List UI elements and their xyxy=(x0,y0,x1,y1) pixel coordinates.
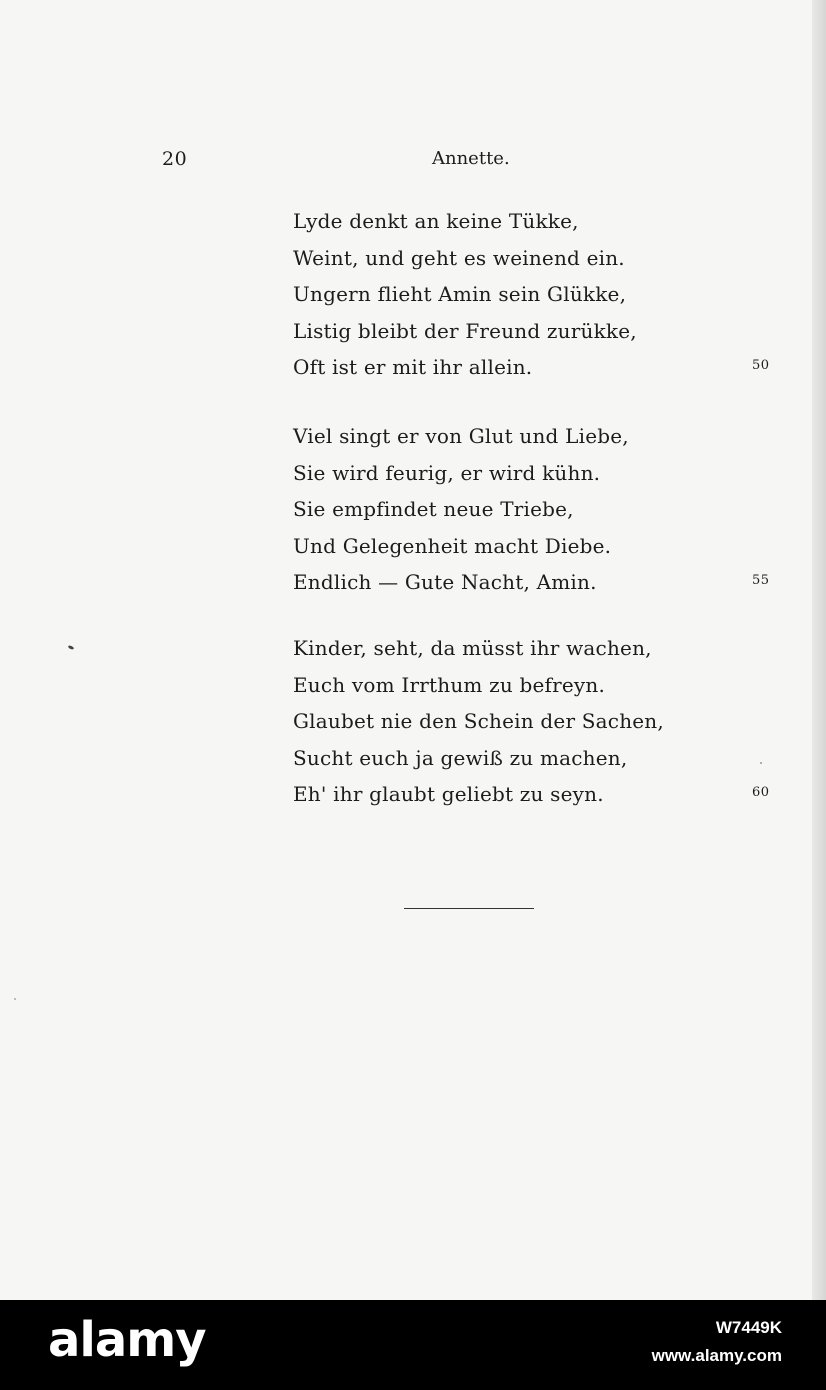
verse-line: Oft ist er mit ihr allein. xyxy=(293,355,533,379)
verse-line: Endlich — Gute Nacht, Amin. xyxy=(293,570,597,594)
running-title: Annette. xyxy=(432,148,510,169)
verse-line: Listig bleibt der Freund zurükke, xyxy=(293,318,637,343)
verse-line: Ungern flieht Amin sein Glükke, xyxy=(293,282,627,306)
verse-line: Lyde denkt an keine Tükke, xyxy=(293,209,579,233)
verse-line: Sie wird feurig, er wird kühn. xyxy=(293,460,601,485)
stanza-1 xyxy=(293,203,637,386)
watermark-image-id: W7449K xyxy=(715,1318,782,1337)
page-edge-shadow xyxy=(812,0,826,1300)
verse-line: Sucht euch ja gewiß zu machen, xyxy=(293,745,628,770)
verse-line: Glaubet nie den Schein der Sachen, xyxy=(293,709,664,733)
verse-line: Und Gelegenheit macht Diebe. xyxy=(293,533,612,558)
verse-line: Euch vom Irrthum zu befreyn. xyxy=(293,672,606,697)
verse-line: Sie empfindet neue Triebe, xyxy=(293,497,574,521)
stanza-2 xyxy=(293,418,629,601)
line-number-marker: 60 xyxy=(752,785,770,800)
ink-speck xyxy=(760,762,762,764)
page-number: 20 xyxy=(162,148,188,170)
stanza-3 xyxy=(293,630,664,813)
end-rule-divider xyxy=(404,908,534,909)
line-number-marker: 55 xyxy=(752,573,770,588)
line-number-marker: 50 xyxy=(752,358,770,373)
verse-line: Kinder, seht, da müsst ihr wachen, xyxy=(293,636,652,660)
verse-line: Eh' ihr glaubt geliebt zu seyn. xyxy=(293,782,604,806)
verse-line: Viel singt er von Glut und Liebe, xyxy=(293,424,629,448)
watermark-logo: alamy xyxy=(48,1312,206,1368)
watermark-url: www.alamy.com xyxy=(651,1346,782,1365)
ink-speck xyxy=(14,998,16,1000)
verse-line: Weint, und geht es weinend ein. xyxy=(293,245,625,270)
